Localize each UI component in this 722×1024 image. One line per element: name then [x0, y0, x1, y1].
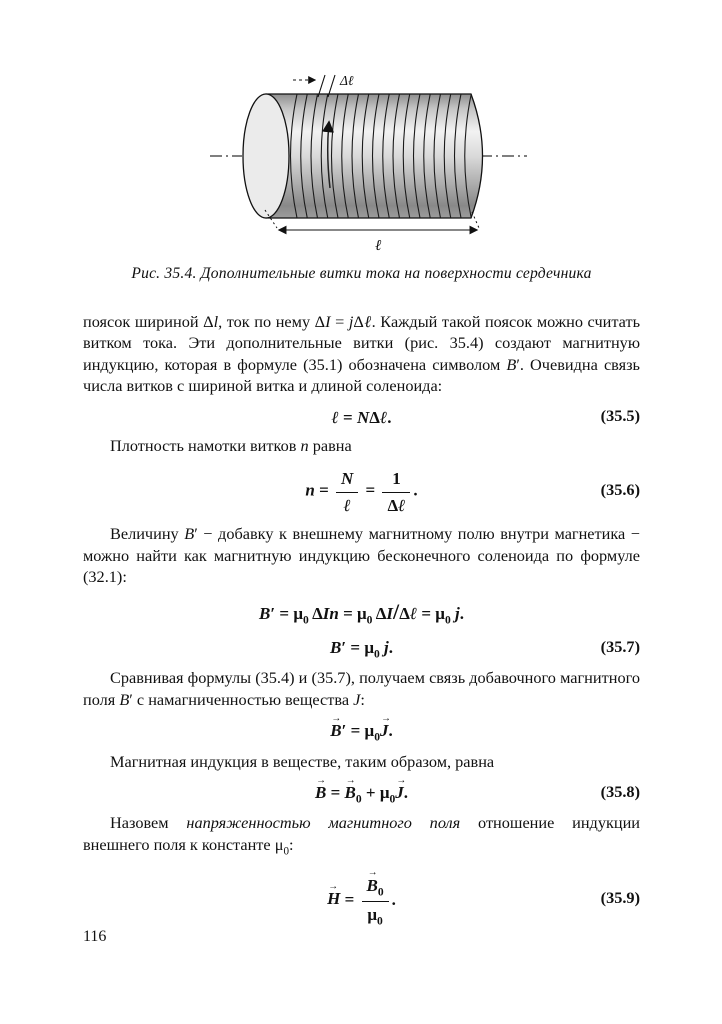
equation-35-6-number: (35.6) [600, 479, 640, 499]
figure-35-4 [83, 64, 640, 283]
figure-caption: Рис. 35.4. Дополнительные витки тока на поверхности сердечника [131, 265, 592, 282]
paragraph-induction: Магнитная индукция в веществе, таким образом, равна [110, 751, 495, 771]
equation-35-7 [83, 633, 640, 661]
solenoid-illustration [209, 64, 549, 256]
equation-35-6 [83, 462, 640, 517]
cylinder-face [243, 94, 289, 218]
equation-35-7-body: $B' = \mu_0$ j. [330, 637, 393, 661]
equation-b-vector [83, 716, 640, 744]
equation-35-7-number: (35.7) [600, 637, 640, 657]
equation-35-8 [83, 778, 640, 806]
equation-35-6-body: n = $\frac{N}{\text{ℓ}}$ = $\frac{1}{\text{Δℓ}}$ . [305, 462, 417, 517]
equation-35-8-body: → B = → $B_0 + \mu_0\to J$. [315, 778, 408, 806]
equation-35-5-number: (35.5) [600, 405, 640, 425]
equation-35-5 [83, 403, 640, 429]
paragraph-density: Плотность намотки витков n равна [110, 435, 352, 455]
equation-35-9-body: → H = → $\frac{B_0}{\mu_0}$ . [327, 869, 396, 929]
paragraph-b-prime: Величину B′ − добавку к внешнему магнитному полю внутри магнетика − можно найти как магнитную индукцию бесконечного соленоида по формуле (32.1): [83, 524, 640, 587]
paragraph-intro: поясок шириной Δl, ток по нему ΔI = jΔℓ. Каждый такой поясок можно считать витком тока. Эти дополнительные витки (рис. 35.4) создают магнитную индукцию, которая в формуле (35.1) обозначена символом B′. Очевидна связь числа витков с шириной витка и длиной соленоида: [83, 312, 641, 396]
equation-35-8-number: (35.8) [600, 782, 640, 802]
equation-b-prime-derivation [83, 594, 640, 627]
page-content [83, 64, 640, 934]
paragraph-field-strength: Назовем напряженностью магнитного поля отношение индукции внешнего поля к константе $\mu_0$: [83, 813, 641, 858]
paragraph-comparison: Сравнивая формулы (35.4) и (35.7), получаем связь добавочного магнитного поля B′ с намагниченностью вещества J: [83, 668, 640, 709]
delta-l-label: Δℓ [340, 73, 354, 88]
length-label: ℓ [375, 238, 382, 254]
equation-b-vector-body: → $B' = \mu_0\to J$. [330, 716, 392, 744]
equation-35-9 [83, 869, 640, 929]
equation-35-9-number: (35.9) [600, 888, 640, 908]
equation-35-5-body: ℓ = NΔℓ. [331, 407, 392, 427]
page-number: 116 [83, 928, 107, 945]
equation-b-prime-derivation-body: $B' = \mu_0$ $\Delta In = \mu_0$ ΔI/Δℓ = $\mu_0$ j. [259, 598, 464, 626]
